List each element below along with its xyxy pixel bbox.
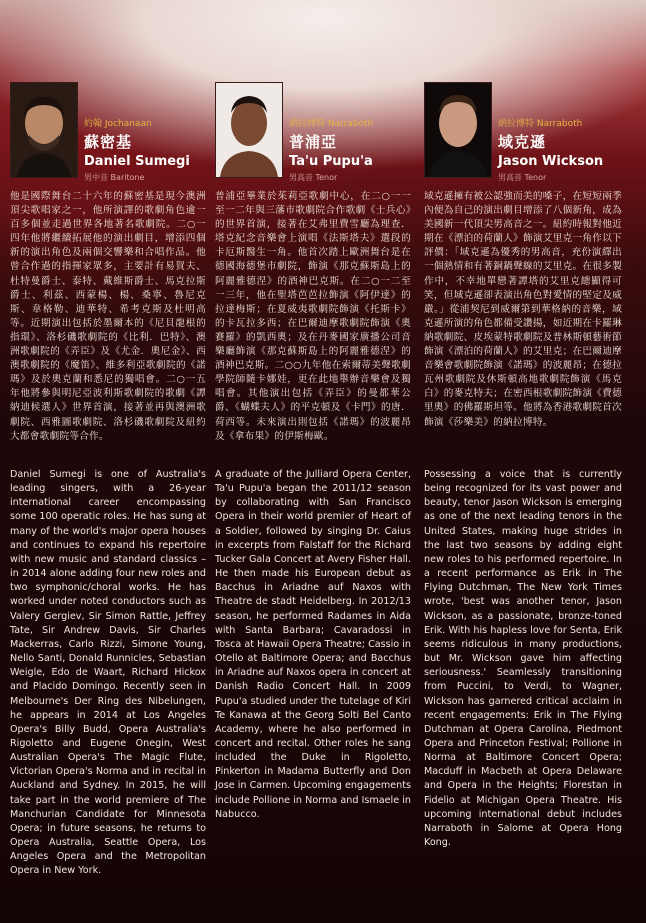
artist-name-en: Jason Wickson bbox=[498, 154, 604, 169]
artist-names bbox=[289, 116, 373, 183]
bio-chinese: 普浦亞畢業於茱莉亞歌劇中心，在二○一一至一二年與三藩市歌劇院合作歌劇《士兵心》的世界首演，接著在艾弗里費雪廳為理查．塔克紀念音樂會上演唱《法斯塔夫》選段的卡厄斯醫生一角。他首次踏上歐洲舞台是在德國海德堡市劇院，飾演《那克蘇斯島上的阿麗雅德涅》的酒神巴克斯。在二○一二至一三年，他在聖塔芭芭拉飾演《阿伊達》的拉達梅斯；在夏威夷歌劇院飾演《托斯卡》的卡瓦拉多西；在巴爾迪摩歌劇院飾演《奧賽羅》的凱西奧；及在丹麥國家廣播公司音樂廳飾演《那克蘇斯島上的阿麗雅德涅》的酒神巴克斯。二○○九年他在索爾蒂美聲歌劇學院師隨卡娜娃，更在此地舉辦音樂會及獨唱會。其他演出包括《弄臣》的曼都華公爵、《蝴蝶夫人》的平克頓及《卡門》的唐．荷西等。未來演出則包括《諾瑪》的波麗昂及《拿布果》的伊斯梅歐。 bbox=[215, 191, 411, 442]
portrait-photo bbox=[424, 82, 492, 178]
artist-name-en: Ta'u Pupu'a bbox=[289, 154, 373, 169]
artist-name-cn: 蘇密基 bbox=[84, 133, 133, 151]
role-label bbox=[289, 116, 373, 129]
bio-english: A graduate of the Julliard Opera Center, Ta'u Pupu'a began the 2011/12 season by collaborating with San Francisco Opera in their world premier of Heart of a Soldier, followed by singing Dr. Caius in excerpts from Falstaff for the Richard Tucker Gala Concert at Avery Fisher Hall. He then made his European debut as Bacchus in Ariadne auf Naxos with Theatre de stadt Heidelberg. In 2012/13 season, he performed Radames in Aida with Santa Barbara; Cavaradossi in Tosca at Hawaii Opera Theatre; Cassio in Otello at Baltimore Opera; and Bacchus in Ariadne auf Naxos opera in concert at Danish Radio Concert Hall. In 2009 Pupu'a studied under the tutelage of Kiri Te Kanawa at the Georg Solti Bel Canto Academy, where he also performed in concert and recital. Other roles he sang included the Duke in Rigoletto, Pinkerton in Madama Butterfly and Don Jose in Carmen. Upcoming engagements include Pollione in Norma and Ismaele in Nabucco. bbox=[215, 469, 411, 820]
role-label bbox=[498, 116, 603, 129]
role-cn: 納拉博特 bbox=[289, 119, 326, 129]
artist-header bbox=[10, 82, 206, 182]
voice-cn: 男中音 bbox=[84, 173, 108, 182]
role-en: Jochanaan bbox=[104, 119, 152, 129]
artist-name-en: Daniel Sumegi bbox=[84, 154, 190, 169]
role-cn: 約翰 bbox=[84, 119, 103, 129]
portrait-image bbox=[216, 83, 282, 177]
voice-cn: 男高音 bbox=[289, 173, 313, 182]
role-en: Narraboth bbox=[536, 119, 583, 129]
artist-header bbox=[215, 82, 411, 182]
voice-type bbox=[84, 172, 190, 183]
bio-english: Daniel Sumegi is one of Australia's leading singers, with a 26-year international career encompassing some 100 operatic roles. He has sung at many of the world's major opera houses and continues to expand his repertoire with new music and standard classics – in 2014 alone adding four new roles and two symphonic/choral works. He has worked under noted conductors such as Valery Gergiev, Sir Simon Rattle, Jeffrey Tate, Sir Andrew Davis, Sir Charles Mackerras, Carlo Rizzi, Simone Young, Nello Santi, Donald Runnicles, Sebastian Weigle, Edo de Waart, Richard Hickox and Placido Domingo. Recently seen in Melbourne's Der Ring des Nibelungen, he appears in 2014 at Los Angeles Opera's Billy Budd, Opera Australia's Rigoletto and Eugene Onegin, West Australian Opera's The Magic Flute, Victorian Opera's Norma and in recital in Auckland and Sydney. In 2015, he will take part in the world premiere of The Manchurian Candidate for Minnesota Opera; in future seasons, he returns to Opera Australia, Seattle Opera, Los Angeles Opera and the Metropolitan Opera in New York. bbox=[10, 469, 206, 877]
voice-en: Tenor bbox=[315, 173, 338, 182]
role-cn: 納拉博特 bbox=[498, 119, 535, 129]
bio-chinese: 他是國際舞台二十六年的蘇密基是現今澳洲頂尖歌唱家之一，他所演譯的歌劇角色逾一百多個並走過世界各地著名歌劇院。二○一四年他將繼續拓展他的演出劇目，增添四個新的演出角色及兩個交響樂和合唱作品。他曾合作過的指揮家眾多，主要計有易賀夫、杜特曼爵士、泰特、戴維斯爵士、馬克拉斯爵士、利茲、西蒙楊、楊、桑寧、魯尼克斯、韋格勒、迪華特、希考克斯及杜明高等。近期演出包括於墨爾本的《尼貝龍根的指環》、洛杉磯歌劇院的《比利．巴特》、澳洲歌劇院的《弄臣》及《尤金．奧尼金》、西澳歌劇院的《魔笛》、維多利亞歌劇院的《諾瑪》及於奧克蘭和悉尼的獨唱會。二○一五年他將參與明尼亞波利斯歌劇院的歌劇《譚納迪候選人》世界首演，接著並再與澳洲歌劇院、西雅圖歌劇院、洛杉磯歌劇院及紐約大都會歌劇院等合作。 bbox=[10, 191, 206, 442]
voice-en: Tenor bbox=[524, 173, 547, 182]
voice-type bbox=[498, 172, 603, 183]
voice-en: Baritone bbox=[110, 173, 145, 182]
voice-cn: 男高音 bbox=[498, 173, 522, 182]
artist-header bbox=[424, 82, 622, 182]
role-label bbox=[84, 116, 190, 129]
portrait-photo bbox=[10, 82, 78, 178]
bio-chinese: 域克遜擁有被公認強而美的嗓子，在短短兩季內便為自己的演出劇目增添了八個新角，成為美國新一代頂尖男高音之一。紐約時報對他近期在《漂泊的荷蘭人》飾演艾里克一角作以下評價：「域克遜為優秀的男高音，充份演繹出一個熱情和有著銅鍋聲線的艾里克。在很多製作中，不幸地單戀著譚塔的艾里克總顯得可笑，但域克遜卻表演出角色對愛情的堅定及威嚴。」從浦契尼到威爾第到華格納的音樂，域克遜所演的角色都備受讚揚，如近期在卡羅琳納歌劇院、皮埃蒙特歌劇院及普林斯頓藝術節飾演《漂泊的荷蘭人》的艾里克；在巴爾迪摩音樂會歌劇院飾演《諾瑪》的波麗昂；在德拉瓦州歌劇院及休斯頓高地歌劇院飾演《馬克白》的麥克特夫；在密西根歌劇院飾演《費德里奧》的佛羅斯坦等。他將為香港歌劇院首次飾演《莎樂美》的納拉博特。 bbox=[424, 191, 622, 428]
artist-names bbox=[84, 116, 190, 183]
artist-name-cn: 域克遜 bbox=[498, 133, 547, 151]
artist-name-cn: 普浦亞 bbox=[289, 133, 338, 151]
voice-type bbox=[289, 172, 373, 183]
artist-names bbox=[498, 116, 603, 183]
portrait-image bbox=[425, 83, 491, 177]
portrait-image bbox=[11, 83, 77, 177]
role-en: Narraboth bbox=[327, 119, 374, 129]
portrait-photo bbox=[215, 82, 283, 178]
bio-english: Possessing a voice that is currently being recognized for its vast power and beauty, tenor Jason Wickson is emerging as one of the next leading tenors in the United States, making huge strides in the last two seasons by adding eight new roles to his performed repertoire. In a recent performance as Erik in The Flying Dutchman, The New York Times wrote, 'best was another tenor, Jason Wickson, as a passionate, bronze-toned Erik. With his hapless love for Senta, Erik seems ridiculous in many productions, but Mr. Wickson gave him affecting seriousness.' Seamlessly transitioning from Puccini, to Verdi, to Wagner, Wickson has garnered critical acclaim in recent engagements: Erik in The Flying Dutchman at Opera Carolina, Piedmont Opera and Princeton Festival; Pollione in Norma at Baltimore Concert Opera; Macduff in Macbeth at Opera Delaware and Opera in the Heights; Florestan in Fidelio at Michigan Opera Theatre. His upcoming international debut includes Narraboth in Salome at Opera Hong Kong. bbox=[424, 469, 622, 849]
